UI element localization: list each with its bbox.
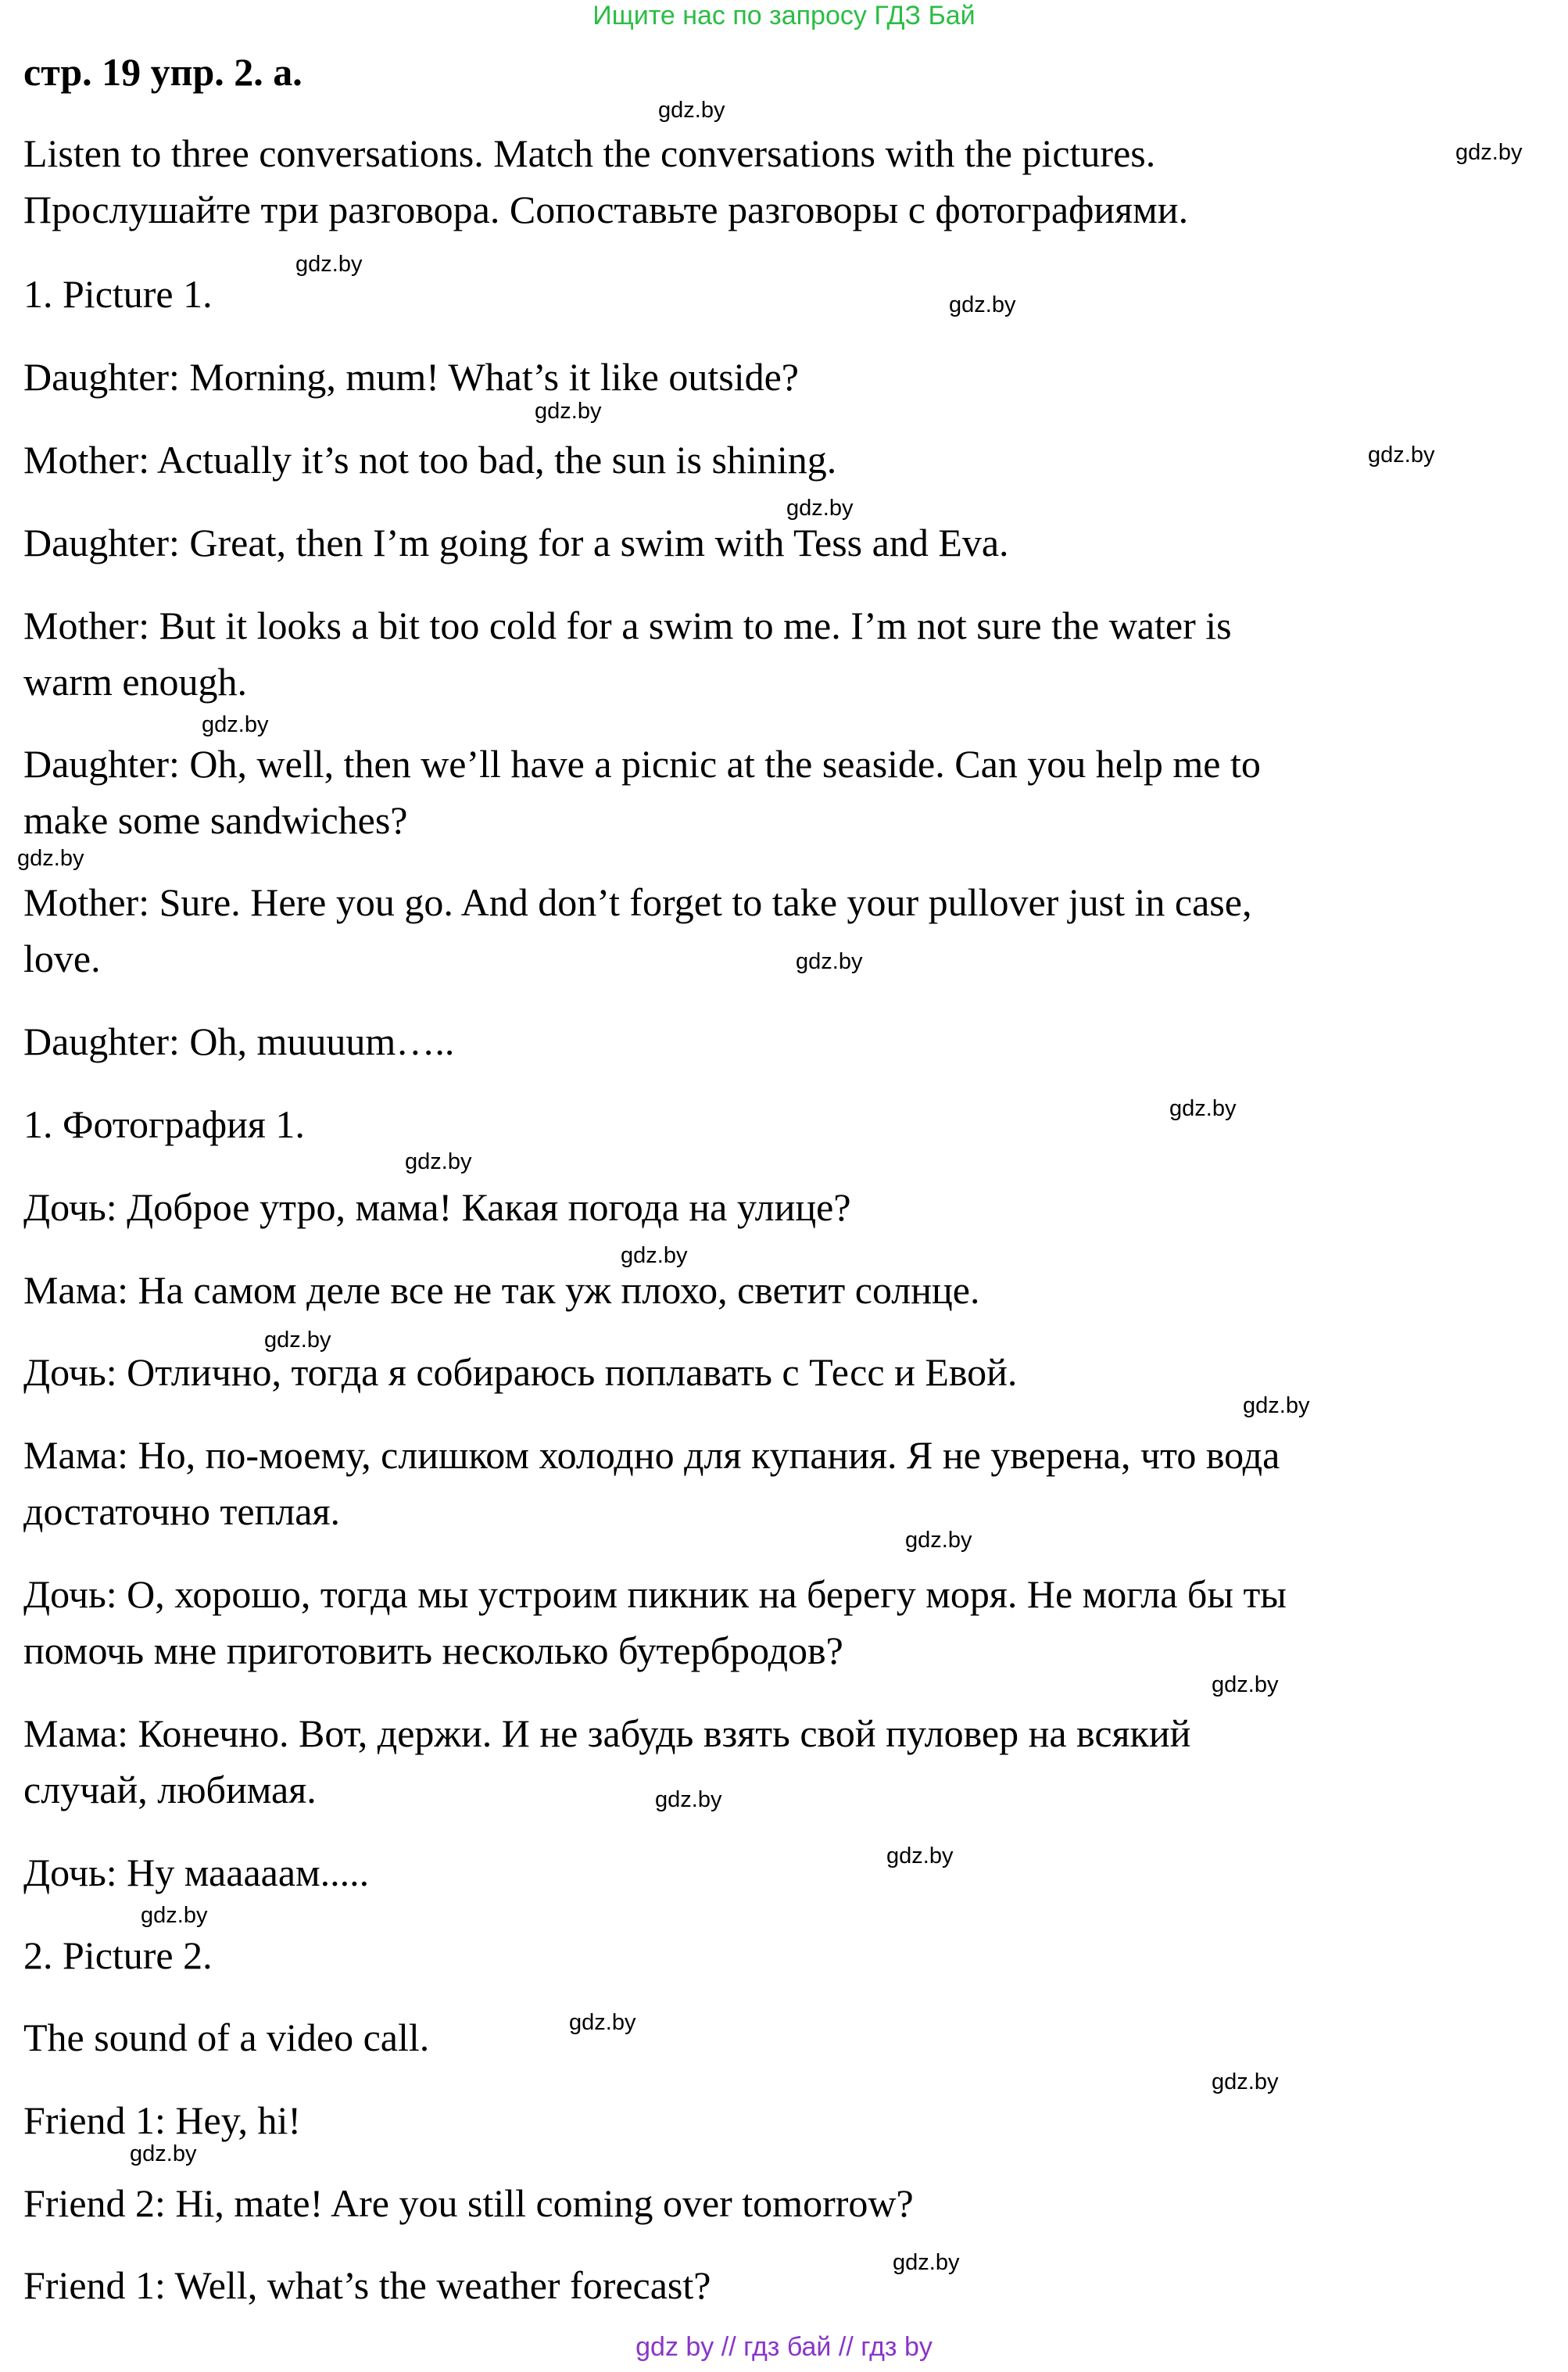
text-line: Прослушайте три разговора. Сопоставьте разговоры с фотографиями. xyxy=(23,188,1189,231)
watermark: gdz.by xyxy=(949,292,1016,317)
watermark: gdz.by xyxy=(295,252,363,277)
watermark: gdz.by xyxy=(569,2010,636,2035)
watermark: gdz.by xyxy=(1169,1096,1237,1121)
dialogue-line: Дочь: Ну маааaам..... xyxy=(23,1851,370,1894)
dialogue-line: Дочь: Доброе утро, мама! Какая погода на улице? xyxy=(23,1185,851,1229)
text-line: Listen to three conversations. Match the conversations with the pictures. xyxy=(23,131,1156,175)
watermark: gdz.by xyxy=(17,846,84,871)
watermark: gdz.by xyxy=(796,949,863,974)
dialogue-line: love. xyxy=(23,937,101,980)
watermark: gdz.by xyxy=(905,1528,972,1553)
watermark: gdz.by xyxy=(658,98,725,123)
dialogue-line: Мама: На самом деле все не так уж плохо, светит солнце. xyxy=(23,1268,980,1312)
watermark: gdz.by xyxy=(786,496,854,521)
dialogue-line: Дочь: О, хорошо, тогда мы устроим пикник на берегу моря. Не могла бы ты xyxy=(23,1572,1287,1616)
top-banner[interactable]: Ищите нас по запросу ГДЗ Бай xyxy=(592,1,976,30)
section-title: 1. Фотография 1. xyxy=(23,1102,305,1146)
dialogue-line: Daughter: Morning, mum! What’s it like outside? xyxy=(23,355,799,399)
watermark: gdz.by xyxy=(264,1328,331,1353)
watermark: gdz.by xyxy=(202,712,269,737)
watermark: gdz.by xyxy=(405,1149,472,1174)
watermark: gdz.by xyxy=(893,2250,960,2275)
watermark: gdz.by xyxy=(1212,2069,1279,2094)
watermark: gdz.by xyxy=(886,1843,954,1869)
dialogue-line: помочь мне приготовить несколько бутербродов? xyxy=(23,1629,843,1672)
dialogue-line: make some sandwiches? xyxy=(23,798,408,842)
dialogue-line: Дочь: Отлично, тогда я собираюсь поплавать с Тесс и Евой. xyxy=(23,1350,1018,1394)
page-title: стр. 19 упр. 2. а. xyxy=(23,50,303,94)
watermark: gdz.by xyxy=(1243,1393,1310,1418)
dialogue-line: Mother: Actually it’s not too bad, the sun is shining. xyxy=(23,438,837,482)
watermark: gdz.by xyxy=(1455,140,1523,165)
watermark: gdz.by xyxy=(1368,443,1435,468)
watermark: gdz.by xyxy=(1212,1672,1279,1697)
dialogue-line: достаточно теплая. xyxy=(23,1489,340,1533)
dialogue-line: случай, любимая. xyxy=(23,1768,317,1811)
dialogue-line: Friend 2: Hi, mate! Are you still coming over tomorrow? xyxy=(23,2181,914,2225)
dialogue-line: The sound of a video call. xyxy=(23,2015,430,2059)
dialogue-line: Daughter: Oh, muuuum….. xyxy=(23,1019,455,1063)
dialogue-line: Friend 1: Well, what’s the weather forecast? xyxy=(23,2263,711,2307)
dialogue-line: Mother: Sure. Here you go. And don’t forget to take your pullover just in case, xyxy=(23,880,1252,924)
watermark: gdz.by xyxy=(655,1787,722,1812)
dialogue-line: Daughter: Oh, well, then we’ll have a picnic at the seaside. Can you help me to xyxy=(23,742,1261,786)
watermark: gdz.by xyxy=(141,1903,208,1928)
dialogue-line: warm enough. xyxy=(23,660,248,704)
section-title: 1. Picture 1. xyxy=(23,272,213,316)
footer-links[interactable]: gdz by // гдз бай // гдз by xyxy=(635,2332,933,2362)
section-title: 2. Picture 2. xyxy=(23,1933,213,1977)
dialogue-line: Daughter: Great, then I’m going for a swim with Tess and Eva. xyxy=(23,521,1009,564)
dialogue-line: Мама: Но, по-моему, слишком холодно для купания. Я не уверена, что вода xyxy=(23,1433,1280,1477)
watermark: gdz.by xyxy=(130,2141,197,2166)
watermark: gdz.by xyxy=(621,1243,688,1268)
dialogue-line: Mother: But it looks a bit too cold for a swim to me. I’m not sure the water is xyxy=(23,604,1232,647)
dialogue-line: Мама: Конечно. Вот, держи. И не забудь взять свой пуловер на всякий xyxy=(23,1711,1191,1755)
watermark: gdz.by xyxy=(535,399,602,424)
dialogue-line: Friend 1: Hey, hi! xyxy=(23,2098,302,2142)
